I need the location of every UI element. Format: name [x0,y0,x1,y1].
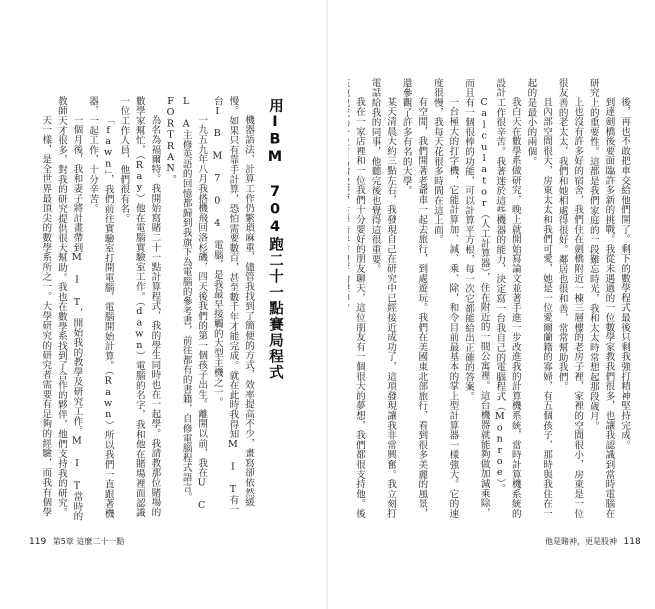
page-number: 118 [623,537,641,547]
paragraph: 有空閒，我們開著老爺車一起去旅行，到處遊玩。我們在美國東北部旅行，看到很多美麗的風景，還參觀了許多有名的大學。 [400,78,428,519]
left-page [0,0,327,609]
left-folio [25,536,124,547]
paragraph: 一九五九年八月我搭機飛回洛杉磯，四天後我們的第一個孩子出生。離開以前，我在U C L A主修英語的回憶都歸到我旗下為電腦的參考書，前往都有的書籍，自修電腦程式語言。FORTRAN。 [165,96,208,512]
paragraph: 機器語法、計算工作仍繁瑣麻重，儘管我找到了簡便的方式，效率提高不少，畫寫卻依然緩慢。如果只有靠手計算，恐怕需要數百，甚至數千年才能完成。就在此時我得知M I T有一台I B M 7 0 4 電腦，是我最早接觸的大型主機之一。 [211,96,254,515]
left-body-text [38,96,256,524]
paragraph: 後，再也不敢把車交給他們開了。剩下的數學程式最後只剩我強打精神堅持完成。 [619,97,630,450]
paragraph: 上也沒有許多好的宿舍，我們住在劍橋附近一棟三層樓的老房子裡，家裡的空間很小，房東是一位很友善的老太太，我們和她相處得很好。鄰居也很和善，常常幫助我們。 [556,78,584,519]
running-head: 他是賭神，更是股神 [545,537,617,546]
paragraph: 為名為福爾特。我開始寫賭二十一點計算程式，我的學生同時也在一起學。我請教那位賭場的數學家幫忙，（Ray）他在電腦實驗室工作。（dawn）電腦的名字，我和他在賭場裡面認識一位工作人員，他們很有名。 [118,96,161,518]
paragraph: 一個月後，我和妻子將計畫帶到M I T，開始我的教學及研究工作。M I T當時的教師天才很多，對我的研究提供很大幫助。我也在數學系找到了合作的夥伴，他們支持我的研究。 [55,96,83,522]
paragraph: 一台極大的打字機，它能計算加、減、乘、除，和令目前最基本的掌上型計算器一樣強大。它的速度很慢，我每天花很多時間在這上面。 [431,78,459,519]
right-page [328,0,655,609]
paragraph: 某天清晨大約三點左右，我發現自己在研究中已經接近成功了，這項發現讓我非常興奮。我立刻打電話給我的同事，他聽完後也覺得這很重要。 [369,78,397,519]
chapter-title: 用IBM 704跑二十一點賽局程式 [267,98,283,381]
paragraph: 且內部空間很大，房東太太和我們可愛，她是一位愛爾蘭籍的寡婦，有五個孩子，那時與我住在一起的是最小的兩個。 [525,78,553,519]
paragraph: 我在一家店裡和一位我們十分要好的朋友聊天，這位朋友有一個很大的夢想，我們都很支持他。後 [353,97,365,519]
page-number: 119 [29,537,47,547]
right-folio [545,536,645,547]
paragraph: 到達劍橋後要面臨許多新的挑戰。我從未遇過的一位數學家教我們很多，也讓我認識到當時電腦在研究上的重要性。這都是我們家庭的一段難忘時光，我和太太時常想起那段歲月。 [587,78,615,519]
paragraph: Calculator（人工計算器），住在附近的一間公寓裡。這台機器就能夠做加減乘除，而且有一個很棒的功能，可以計算平方根，每一次它都能給出正確的答案。 [463,78,490,518]
paragraph: 天一樣，是全世界最頂尖的數學系所之一。大學研究的研究者需要有足夠的經驗，而我有個學 [40,115,52,517]
running-head: 第5章 這麼二十一點 [52,537,125,546]
paragraph: 我白天在數學系做研究，晚上就開始寫論文並著手進一步改進我的計算機系統，當時計算機系統的設計工作很辛苦。我著迷於這些機器的能力，決定寫一台我自己的電腦程式（Monroe）。 [494,78,521,519]
right-body-text [348,78,632,524]
paragraph: 「fawn」，我們前往實驗室打開電腦，電腦開始計算。（Rawn）所以我們一直跟著機器，一起工作，十分辛苦。 [87,96,114,519]
